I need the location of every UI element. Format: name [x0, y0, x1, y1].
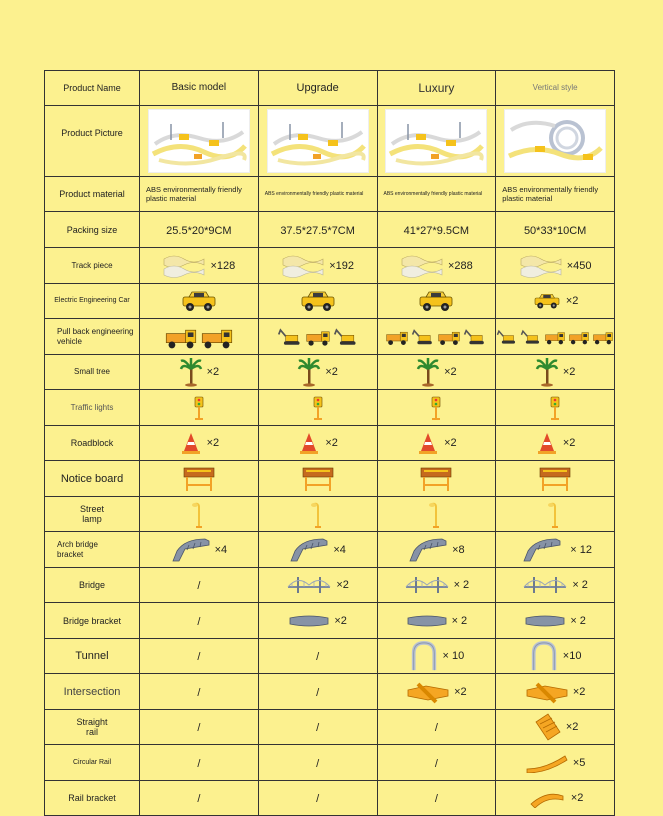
- row-label: Traffic lights: [70, 402, 114, 412]
- row-label: Roadblock: [70, 438, 114, 448]
- mixer-truck-icon: [592, 328, 614, 346]
- electric-car-icon: [532, 290, 562, 312]
- not-included: /: [316, 686, 320, 699]
- qty: ×2: [444, 366, 457, 378]
- not-included: /: [434, 722, 438, 734]
- row-circular-rail: [45, 745, 615, 781]
- mixer-truck-icon: [200, 323, 234, 351]
- row-label: Product Picture: [61, 128, 123, 138]
- qty: ×2: [570, 792, 584, 804]
- qty: ×2: [454, 685, 467, 698]
- not-included: /: [316, 757, 320, 770]
- bridge-bracket-icon: [288, 612, 330, 630]
- arch-bridge-bracket-icon: [408, 537, 448, 563]
- qty: ×2: [565, 721, 579, 733]
- row-straight-rail: [45, 710, 615, 745]
- material-luxury: ABS environmentally friendly plastic material: [383, 190, 483, 197]
- qty: ×2: [334, 614, 347, 627]
- row-material: [45, 177, 615, 212]
- track-piece-icon: [281, 251, 325, 281]
- header-label: Product Name: [63, 83, 121, 93]
- row-label: Rail bracket: [68, 793, 116, 803]
- suspension-bridge-icon: [522, 573, 568, 597]
- not-included: /: [197, 793, 201, 805]
- not-included: /: [197, 615, 201, 628]
- qty: ×450: [566, 259, 592, 272]
- street-lamp-icon: [310, 499, 326, 529]
- qty: ×4: [214, 543, 228, 556]
- row-label: Product material: [59, 189, 125, 199]
- row-label: Intersection: [63, 685, 121, 698]
- electric-car-icon: [179, 288, 219, 314]
- row-tunnel: [45, 639, 615, 674]
- qty: ×2: [206, 366, 220, 378]
- row-label: Tunnel: [75, 650, 109, 662]
- packing-vertical: 50*33*10CM: [523, 224, 587, 237]
- qty: ×10: [562, 650, 582, 662]
- qty: ×2: [206, 437, 220, 449]
- row-label: Pull back engineering vehicle: [57, 326, 134, 346]
- track-piece-icon: [400, 251, 444, 281]
- qty: ×192: [329, 259, 355, 272]
- arch-bridge-bracket-icon: [289, 537, 329, 563]
- model-luxury: Luxury: [418, 81, 455, 95]
- not-included: /: [197, 651, 201, 663]
- street-lamp-icon: [547, 499, 563, 529]
- excavator-icon: [496, 328, 518, 346]
- notice-board-icon: [181, 465, 217, 493]
- not-included: /: [197, 757, 201, 770]
- qty: ×5: [572, 756, 586, 769]
- product-photo-basic: [148, 109, 250, 173]
- row-label: Circular Rail: [72, 758, 112, 766]
- qty: ×288: [447, 259, 473, 272]
- tunnel-icon: [409, 640, 439, 672]
- row-label: Small tree: [73, 367, 110, 376]
- header-label-cell: [45, 71, 140, 106]
- material-basic: ABS environmentally friendly plastic material: [146, 185, 242, 203]
- qty: ×2: [444, 437, 457, 449]
- excavator-icon: [411, 327, 435, 347]
- qty: ×2: [325, 366, 338, 378]
- model-upgrade: Upgrade: [296, 82, 339, 94]
- not-included: /: [434, 757, 438, 770]
- intersection-icon: [525, 680, 569, 704]
- row-picture: [45, 106, 615, 177]
- qty: ×2: [562, 437, 576, 449]
- track-piece-icon: [162, 251, 206, 281]
- palm-tree-icon: [179, 357, 203, 387]
- row-track-piece: [45, 248, 615, 284]
- traffic-light-icon: [310, 394, 326, 422]
- palm-tree-icon: [297, 357, 321, 387]
- row-label: Straight rail: [76, 717, 108, 737]
- comparison-table: [44, 70, 615, 816]
- not-included: /: [316, 793, 320, 805]
- row-rail-bracket: [45, 781, 615, 816]
- material-upgrade: ABS environmentally friendly plastic material: [264, 190, 364, 197]
- model-vertical: Vertical style: [532, 83, 578, 92]
- suspension-bridge-icon: [286, 573, 332, 597]
- qty: ×2: [562, 366, 576, 378]
- traffic-light-icon: [428, 394, 444, 422]
- not-included: /: [316, 722, 320, 734]
- qty: × 2: [451, 614, 468, 627]
- traffic-cone-icon: [297, 431, 321, 455]
- qty: ×2: [572, 685, 586, 698]
- row-intersection: [45, 674, 615, 710]
- qty: ×8: [452, 543, 465, 556]
- traffic-cone-icon: [416, 431, 440, 455]
- row-arch-bridge-bracket: [45, 532, 615, 568]
- traffic-light-icon: [547, 394, 563, 422]
- traffic-cone-icon: [179, 431, 203, 455]
- mixer-truck-icon: [385, 327, 409, 347]
- dump-truck-icon: [305, 326, 331, 348]
- row-label: Electric Engineering Car: [54, 297, 130, 304]
- qty: ×128: [210, 259, 236, 272]
- suspension-bridge-icon: [404, 573, 450, 597]
- qty: × 2: [453, 579, 470, 591]
- product-photo-vertical: [504, 109, 606, 173]
- notice-board-icon: [300, 465, 336, 493]
- traffic-cone-icon: [535, 431, 559, 455]
- bulldozer-icon: [333, 326, 359, 348]
- qty: × 2: [572, 579, 588, 591]
- bridge-bracket-icon: [524, 612, 566, 630]
- notice-board-icon: [418, 465, 454, 493]
- arch-bridge-bracket-icon: [171, 537, 211, 563]
- material-vertical: ABS environmentally friendly plastic material: [502, 185, 599, 203]
- qty: ×4: [333, 543, 346, 556]
- palm-tree-icon: [416, 357, 440, 387]
- truck-icon: [568, 328, 590, 346]
- loader-icon: [520, 328, 542, 346]
- row-label: Packing size: [66, 224, 118, 235]
- qty: × 2: [570, 614, 586, 627]
- row-label: Bridge: [78, 580, 105, 590]
- excavator-icon: [277, 326, 303, 348]
- row-label: Street lamp: [79, 504, 104, 524]
- qty: × 10: [442, 650, 465, 662]
- electric-car-icon: [416, 288, 456, 314]
- not-included: /: [316, 651, 320, 663]
- model-basic: Basic model: [171, 82, 227, 93]
- not-included: /: [197, 722, 201, 734]
- arch-bridge-bracket-icon: [518, 537, 566, 563]
- packing-luxury: 41*27*9.5CM: [403, 224, 470, 237]
- electric-car-icon: [298, 288, 338, 314]
- not-included: /: [434, 793, 438, 805]
- rail-bracket-icon: [527, 788, 567, 808]
- packing-basic: 25.5*20*9CM: [166, 224, 232, 237]
- row-pull-back: [45, 319, 615, 355]
- product-photo-upgrade: [267, 109, 369, 173]
- row-bridge-bracket: [45, 603, 615, 639]
- track-piece-icon: [519, 251, 563, 281]
- qty: × 12: [570, 543, 592, 556]
- row-bridge: [45, 568, 615, 603]
- row-small-tree: [45, 355, 615, 390]
- bridge-bracket-icon: [406, 612, 448, 630]
- header-row: [45, 71, 615, 106]
- tunnel-icon: [529, 640, 559, 672]
- qty: ×2: [336, 579, 349, 591]
- qty: ×2: [325, 437, 338, 449]
- row-roadblock: [45, 426, 615, 461]
- row-packing: [45, 212, 615, 248]
- straight-rail-icon: [532, 712, 562, 742]
- row-label: Arch bridge bracket: [57, 539, 98, 559]
- not-included: /: [197, 580, 201, 592]
- circular-rail-icon: [525, 753, 569, 773]
- not-included: /: [197, 686, 201, 699]
- mixer-truck-icon: [164, 323, 198, 351]
- row-label: Notice board: [60, 472, 124, 485]
- row-label: Track piece: [71, 260, 113, 270]
- notice-board-icon: [537, 465, 573, 493]
- row-traffic-lights: [45, 390, 615, 426]
- dump-truck-icon: [437, 327, 461, 347]
- qty: ×2: [565, 295, 579, 307]
- row-notice-board: [45, 461, 615, 497]
- row-label: Bridge bracket: [62, 615, 122, 626]
- traffic-light-icon: [191, 394, 207, 422]
- street-lamp-icon: [191, 499, 207, 529]
- bulldozer-icon: [463, 327, 487, 347]
- row-street-lamp: [45, 497, 615, 532]
- street-lamp-icon: [428, 499, 444, 529]
- intersection-icon: [406, 680, 450, 704]
- product-photo-luxury: [385, 109, 487, 173]
- row-electric-car: [45, 284, 615, 319]
- dump-truck-icon: [544, 328, 566, 346]
- palm-tree-icon: [535, 357, 559, 387]
- packing-upgrade: 37.5*27.5*7CM: [280, 224, 355, 237]
